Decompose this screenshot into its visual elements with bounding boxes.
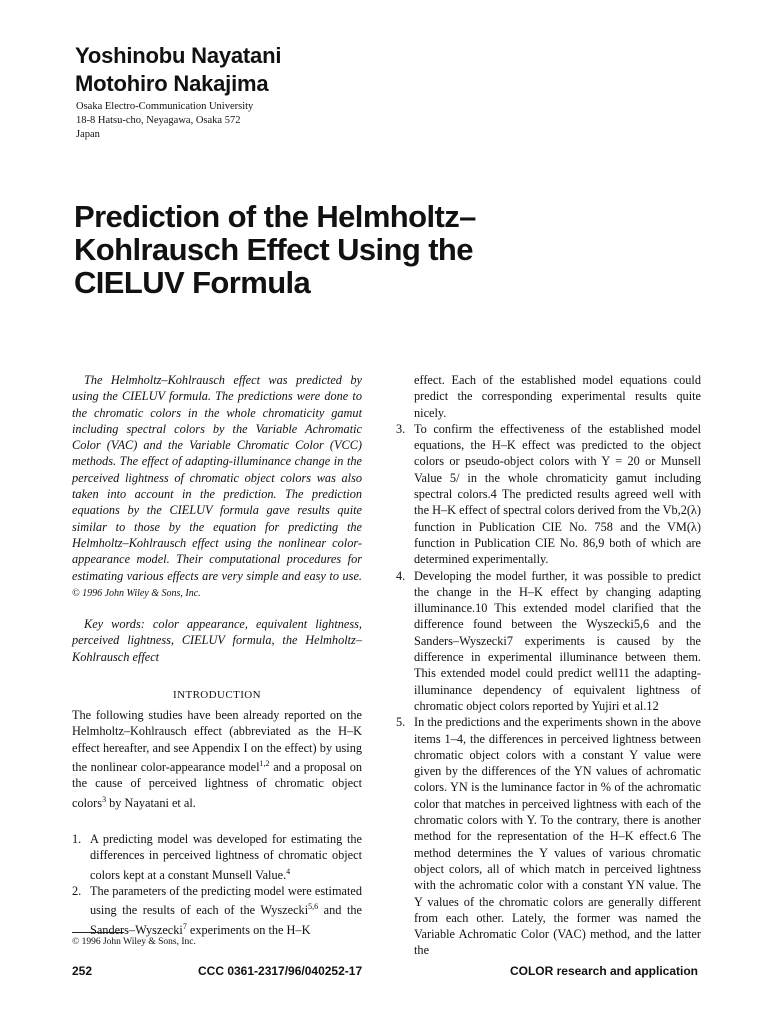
affiliation-line: 18-8 Hatsu-cho, Neyagawa, Osaka 572 bbox=[76, 115, 241, 126]
paper-title bbox=[74, 200, 714, 299]
affiliation bbox=[76, 100, 253, 142]
list-text: To confirm the effectiveness of the established model equations, the H–K effect was predicted to the object colors or pseudo-object colors with Y = 20 or Munsell Value 5/ in the whole chromaticity gamut including spectral colors.4 The predicted results agreed well with the H–K effect of spectral colors derived from the Vb,2(λ) function in Publication CIE No. 758 and the VM(λ) function in Publication CIE No. 86,9 both of which are determined experimentally. bbox=[414, 421, 701, 567]
list-item bbox=[396, 714, 701, 958]
citation: 5,6 bbox=[308, 902, 319, 912]
affiliation-line: Osaka Electro-Communication University bbox=[76, 101, 254, 112]
section-heading-introduction: INTRODUCTION bbox=[173, 689, 261, 702]
title-line: CIELUV Formula bbox=[74, 265, 311, 300]
list-item bbox=[72, 883, 362, 938]
intro-text: and a proposal on the cause of perceived lightness of chromatic object colors bbox=[72, 760, 362, 810]
author-name: Motohiro Nakajima bbox=[75, 71, 269, 96]
affiliation-line: Japan bbox=[76, 129, 100, 140]
abstract-copyright: © 1996 John Wiley & Sons, Inc. bbox=[72, 587, 201, 599]
author-block bbox=[75, 42, 281, 98]
abstract-text: The Helmholtz–Kohlrausch effect was predicted by using the CIELUV formula. The predictions were done to the chromatic colors in the whole chromaticity gamut including spectral colors by the Variable Achromatic Color (VAC) and the Variable Chromatic Color (VCC) methods. The effect of adapting-illuminance change in the perceived lightness of chromatic object colors was also taken into account in the prediction. The prediction equations by the CIELUV formula gave results quite similar to those by the equation for predicting the Helmholtz–Kohlrausch effect using the nonlinear color-appearance model. Their computational procedures for estimating various effects are very simple and easy to use. bbox=[72, 373, 362, 583]
findings-list bbox=[72, 831, 362, 938]
list-number: 1. bbox=[72, 832, 82, 847]
citation: 4 bbox=[286, 866, 291, 876]
author-name: Yoshinobu Nayatani bbox=[75, 43, 282, 68]
ccc-code: CCC 0361-2317/96/040252-17 bbox=[198, 964, 363, 978]
citation: 3 bbox=[102, 794, 107, 804]
list-number: 5. bbox=[396, 715, 406, 730]
list-number: 4. bbox=[396, 568, 406, 583]
keywords: Key words: color appearance, equivalent lightness, perceived lightness, CIELUV formula, the Helmholtz–Kohlrausch effect bbox=[72, 617, 362, 664]
list-text: The parameters of the predicting model were estimated using the results of each of the Wyszecki bbox=[90, 884, 362, 918]
list-text: A predicting model was developed for estimating the differences in perceived lightness of chromatic object colors kept at a constant Munsell Value. bbox=[90, 832, 362, 882]
list-text: Developing the model further, it was possible to predict the change in the H–K effect by changing adapting illuminance.10 This extended model clarified that the difference found between the Wyszecki5,6 and the Sanders–Wyszecki7 experiments is caused by the difference in experimental illuminance between them. This extended model could predict well11 the adapting-illuminance dependency of equivalent lightness of chromatic object colors reported by Yujiri et al.12 bbox=[414, 568, 701, 713]
list-item bbox=[396, 421, 701, 568]
citation: 1,2 bbox=[259, 758, 270, 768]
journal-name: COLOR research and application bbox=[509, 964, 698, 978]
page-number: 252 bbox=[72, 964, 93, 978]
list-item bbox=[72, 831, 362, 883]
list-continuation: effect. Each of the established model equations could predict the corresponding experimental results quite nicely. bbox=[414, 373, 701, 420]
footnote-divider bbox=[72, 932, 124, 933]
list-text: and the Sanders–Wyszecki bbox=[90, 903, 362, 937]
list-text: In the predictions and the experiments shown in the above items 1–4, the differences in perceived lightness between chromatic object colors with a constant Y value were given by the differences of the YN values of achromatic colors. YN is the luminance factor in % of the achromatic color that matches in perceived lightness with each of the chromatic colors with Y. To the contrary, there is another method for the representation of the H–K effect.6 The method determines the Y values of various chromatic object colors, all of which match in perceived lightness with the achromatic color with a constant YN value. The Y values of the chromatic colors are generally different from each other. Lately, the former was named the Variable Achromatic Color (VAC) method, and the latter the bbox=[414, 715, 701, 958]
intro-text: by Nayatani et al. bbox=[106, 795, 196, 810]
citation: 7 bbox=[182, 921, 187, 931]
intro-text: The following studies have been already reported on the Helmholtz–Kohlrausch effect (abbreviated as the H–K effect hereafter, and see Appendix I on the effect) by using the nonlinear color-appearance model bbox=[72, 708, 362, 775]
intro-paragraph bbox=[72, 707, 362, 811]
left-column bbox=[72, 372, 362, 938]
findings-list-continued bbox=[396, 421, 701, 959]
list-text: experiments on the H–K bbox=[186, 922, 311, 937]
list-number: 3. bbox=[396, 421, 406, 436]
list-number: 2. bbox=[72, 884, 82, 898]
list-item bbox=[396, 568, 701, 715]
abstract bbox=[72, 372, 362, 602]
title-line: Kohlrausch Effect Using the bbox=[74, 232, 473, 267]
right-column bbox=[396, 372, 701, 959]
footnote-copyright: © 1996 John Wiley & Sons, Inc. bbox=[72, 937, 196, 947]
title-line: Prediction of the Helmholtz– bbox=[74, 199, 476, 234]
